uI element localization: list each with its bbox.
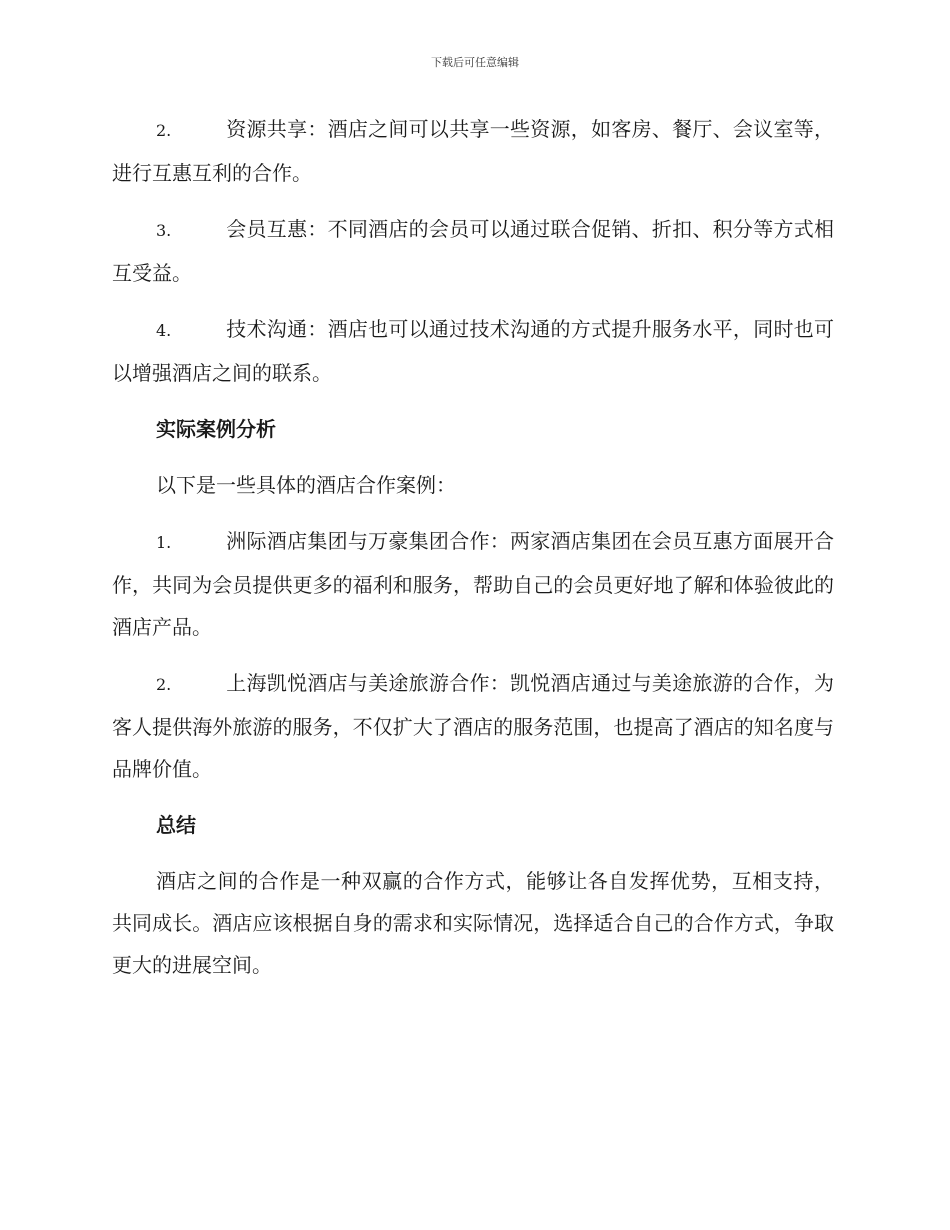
list-text: 上海凯悦酒店与美途旅游合作：凯悦酒店通过与美途旅游的合作，为客人提供海外旅游的服务，不仅扩大了酒店的服务范围，也提高了酒店的知名度与品牌价值。 (112, 671, 834, 781)
list-item (112, 208, 834, 294)
section-heading-cases: 实际案例分析 (156, 417, 276, 441)
list-number: 1. (156, 533, 172, 552)
list-number: 4. (156, 321, 172, 340)
list-item (112, 520, 834, 648)
document-body (112, 108, 834, 1000)
list-item (112, 662, 834, 790)
list-item (112, 308, 834, 394)
list-text: 会员互惠：不同酒店的会员可以通过联合促销、折扣、积分等方式相互受益。 (112, 217, 834, 285)
list-text: 洲际酒店集团与万豪集团合作：两家酒店集团在会员互惠方面展开合作，共同为会员提供更多的福利和服务，帮助自己的会员更好地了解和体验彼此的酒店产品。 (112, 529, 834, 639)
list-item (112, 108, 834, 194)
list-number: 3. (156, 221, 172, 240)
section-heading-summary: 总结 (156, 813, 196, 837)
list-number: 2. (156, 675, 172, 694)
page-header: 下载后可任意编辑 (431, 56, 519, 69)
list-text: 资源共享：酒店之间可以共享一些资源，如客房、餐厅、会议室等，进行互惠互利的合作。 (112, 117, 834, 185)
cases-intro: 以下是一些具体的酒店合作案例： (156, 473, 456, 497)
list-number: 2. (156, 121, 172, 140)
summary-paragraph: 酒店之间的合作是一种双赢的合作方式，能够让各自发挥优势，互相支持，共同成长。酒店应该根据自身的需求和实际情况，选择适合自己的合作方式，争取更大的进展空间。 (112, 869, 834, 977)
list-text: 技术沟通：酒店也可以通过技术沟通的方式提升服务水平，同时也可以增强酒店之间的联系。 (112, 317, 834, 385)
